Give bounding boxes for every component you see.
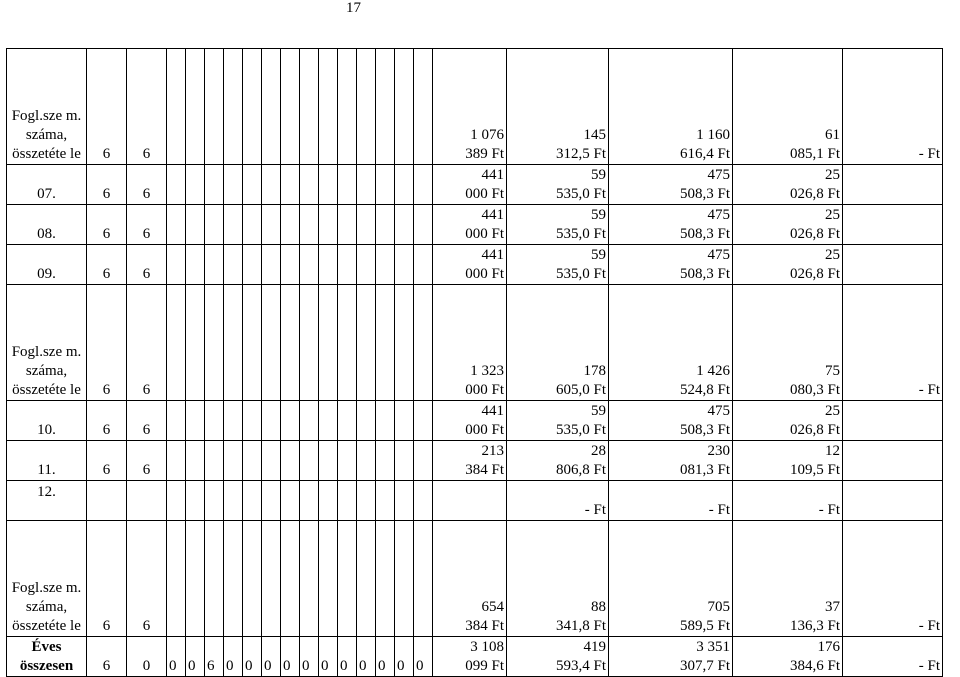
narrow-cell xyxy=(395,401,414,441)
narrow-cell xyxy=(414,49,433,165)
narrow-cell xyxy=(319,49,338,165)
narrow-cell xyxy=(300,285,319,401)
narrow-cell: 0 xyxy=(414,637,433,677)
narrow-cell xyxy=(414,165,433,205)
narrow-cell xyxy=(167,521,186,637)
count-cell: 0 xyxy=(127,637,167,677)
narrow-cell xyxy=(262,285,281,401)
narrow-cell xyxy=(395,521,414,637)
narrow-cell xyxy=(186,441,205,481)
count-cell: 6 xyxy=(127,285,167,401)
total-cell xyxy=(843,481,943,521)
count-cell: 6 xyxy=(127,205,167,245)
narrow-cell xyxy=(357,165,376,205)
amount-cell: 441 000 Ft xyxy=(433,205,507,245)
total-cell xyxy=(843,205,943,245)
narrow-cell xyxy=(224,401,243,441)
narrow-cell xyxy=(243,441,262,481)
amount-cell: 25 026,8 Ft xyxy=(733,165,843,205)
narrow-cell xyxy=(205,245,224,285)
narrow-cell xyxy=(338,165,357,205)
narrow-cell xyxy=(205,285,224,401)
narrow-cell xyxy=(205,205,224,245)
narrow-cell xyxy=(300,481,319,521)
total-cell xyxy=(843,165,943,205)
narrow-cell xyxy=(414,285,433,401)
amount-cell: 441 000 Ft xyxy=(433,165,507,205)
narrow-cell xyxy=(262,49,281,165)
amount-cell: 145 312,5 Ft xyxy=(507,49,609,165)
narrow-cell xyxy=(281,521,300,637)
amount-cell: 475 508,3 Ft xyxy=(609,245,733,285)
table-row xyxy=(7,441,943,481)
narrow-cell: 0 xyxy=(262,637,281,677)
row-label: 08. xyxy=(7,205,87,245)
narrow-cell: 0 xyxy=(395,637,414,677)
narrow-cell xyxy=(167,245,186,285)
amount-cell: 1 076 389 Ft xyxy=(433,49,507,165)
narrow-cell: 6 xyxy=(205,637,224,677)
narrow-cell xyxy=(357,285,376,401)
table-row xyxy=(7,521,943,637)
total-cell: - Ft xyxy=(843,285,943,401)
table-row xyxy=(7,637,943,677)
count-cell: 6 xyxy=(127,521,167,637)
narrow-cell xyxy=(395,245,414,285)
narrow-cell xyxy=(186,285,205,401)
row-label: 07. xyxy=(7,165,87,205)
narrow-cell xyxy=(300,441,319,481)
total-cell xyxy=(843,401,943,441)
total-cell: - Ft xyxy=(843,637,943,677)
count-cell: 6 xyxy=(127,441,167,481)
count-cell xyxy=(127,481,167,521)
count-cell: 6 xyxy=(87,637,127,677)
amount-cell: 59 535,0 Ft xyxy=(507,245,609,285)
amount-cell: 475 508,3 Ft xyxy=(609,401,733,441)
count-cell: 6 xyxy=(87,205,127,245)
narrow-cell xyxy=(338,285,357,401)
amount-cell: 88 341,8 Ft xyxy=(507,521,609,637)
narrow-cell: 0 xyxy=(281,637,300,677)
amount-cell: - Ft xyxy=(733,481,843,521)
narrow-cell xyxy=(319,245,338,285)
narrow-cell xyxy=(357,49,376,165)
amount-cell: 441 000 Ft xyxy=(433,245,507,285)
narrow-cell xyxy=(186,245,205,285)
amount-cell: 25 026,8 Ft xyxy=(733,401,843,441)
amount-cell: 213 384 Ft xyxy=(433,441,507,481)
narrow-cell xyxy=(186,49,205,165)
narrow-cell xyxy=(300,49,319,165)
amount-cell: 1 426 524,8 Ft xyxy=(609,285,733,401)
narrow-cell xyxy=(186,481,205,521)
amount-cell: 654 384 Ft xyxy=(433,521,507,637)
narrow-cell xyxy=(357,245,376,285)
narrow-cell xyxy=(357,401,376,441)
amount-cell: 75 080,3 Ft xyxy=(733,285,843,401)
amount-cell: - Ft xyxy=(507,481,609,521)
narrow-cell xyxy=(186,401,205,441)
narrow-cell: 0 xyxy=(376,637,395,677)
narrow-cell xyxy=(224,441,243,481)
narrow-cell: 0 xyxy=(338,637,357,677)
narrow-cell xyxy=(224,521,243,637)
narrow-cell xyxy=(319,205,338,245)
narrow-cell: 0 xyxy=(186,637,205,677)
count-cell: 6 xyxy=(127,245,167,285)
narrow-cell xyxy=(319,521,338,637)
narrow-cell xyxy=(300,205,319,245)
narrow-cell xyxy=(186,521,205,637)
row-label: 12. xyxy=(7,481,87,521)
narrow-cell xyxy=(414,521,433,637)
narrow-cell xyxy=(338,205,357,245)
narrow-cell xyxy=(243,205,262,245)
narrow-cell xyxy=(167,49,186,165)
narrow-cell xyxy=(262,401,281,441)
narrow-cell xyxy=(205,481,224,521)
narrow-cell xyxy=(357,481,376,521)
amount-cell: 59 535,0 Ft xyxy=(507,205,609,245)
amount-cell xyxy=(433,481,507,521)
narrow-cell xyxy=(376,481,395,521)
amount-cell: 25 026,8 Ft xyxy=(733,245,843,285)
amount-cell: 475 508,3 Ft xyxy=(609,205,733,245)
narrow-cell xyxy=(243,481,262,521)
narrow-cell: 0 xyxy=(300,637,319,677)
narrow-cell: 0 xyxy=(319,637,338,677)
count-cell xyxy=(87,481,127,521)
narrow-cell xyxy=(167,481,186,521)
count-cell: 6 xyxy=(87,285,127,401)
narrow-cell xyxy=(376,165,395,205)
count-cell: 6 xyxy=(87,245,127,285)
narrow-cell xyxy=(357,441,376,481)
amount-cell: 37 136,3 Ft xyxy=(733,521,843,637)
table-row xyxy=(7,165,943,205)
count-cell: 6 xyxy=(87,165,127,205)
narrow-cell xyxy=(243,521,262,637)
narrow-cell xyxy=(186,205,205,245)
page-number: 17 xyxy=(346,0,361,16)
narrow-cell xyxy=(376,245,395,285)
narrow-cell xyxy=(376,49,395,165)
narrow-cell xyxy=(395,165,414,205)
narrow-cell xyxy=(167,441,186,481)
narrow-cell: 0 xyxy=(357,637,376,677)
narrow-cell xyxy=(281,285,300,401)
row-label: 09. xyxy=(7,245,87,285)
count-cell: 6 xyxy=(87,49,127,165)
narrow-cell xyxy=(338,521,357,637)
amount-cell: 3 108 099 Ft xyxy=(433,637,507,677)
count-cell: 6 xyxy=(127,401,167,441)
narrow-cell xyxy=(338,481,357,521)
table-row xyxy=(7,401,943,441)
narrow-cell xyxy=(281,205,300,245)
narrow-cell xyxy=(319,441,338,481)
narrow-cell xyxy=(224,285,243,401)
narrow-cell xyxy=(262,245,281,285)
narrow-cell xyxy=(281,49,300,165)
narrow-cell xyxy=(224,205,243,245)
narrow-cell xyxy=(262,205,281,245)
amount-cell: 1 323 000 Ft xyxy=(433,285,507,401)
amount-cell: 1 160 616,4 Ft xyxy=(609,49,733,165)
count-cell: 6 xyxy=(127,165,167,205)
amount-cell: 59 535,0 Ft xyxy=(507,401,609,441)
table-row xyxy=(7,245,943,285)
narrow-cell xyxy=(281,245,300,285)
narrow-cell xyxy=(414,245,433,285)
narrow-cell xyxy=(414,481,433,521)
narrow-cell xyxy=(376,285,395,401)
narrow-cell xyxy=(376,521,395,637)
narrow-cell xyxy=(319,165,338,205)
narrow-cell xyxy=(281,481,300,521)
narrow-cell xyxy=(414,401,433,441)
row-label: Fogl.sze m. száma, összetéte le xyxy=(7,285,87,401)
narrow-cell xyxy=(338,245,357,285)
narrow-cell xyxy=(319,481,338,521)
narrow-cell xyxy=(395,481,414,521)
amount-cell: 25 026,8 Ft xyxy=(733,205,843,245)
row-label: 11. xyxy=(7,441,87,481)
narrow-cell xyxy=(357,521,376,637)
narrow-cell xyxy=(300,521,319,637)
narrow-cell xyxy=(205,441,224,481)
count-cell: 6 xyxy=(127,49,167,165)
narrow-cell xyxy=(205,49,224,165)
amount-cell: 176 384,6 Ft xyxy=(733,637,843,677)
narrow-cell xyxy=(224,49,243,165)
narrow-cell xyxy=(300,245,319,285)
table-row xyxy=(7,205,943,245)
narrow-cell xyxy=(319,401,338,441)
narrow-cell xyxy=(281,165,300,205)
narrow-cell xyxy=(376,441,395,481)
amount-cell: 3 351 307,7 Ft xyxy=(609,637,733,677)
row-label: Fogl.sze m. száma, összetéte le xyxy=(7,49,87,165)
amount-cell: 230 081,3 Ft xyxy=(609,441,733,481)
total-cell: - Ft xyxy=(843,521,943,637)
narrow-cell xyxy=(167,165,186,205)
amount-cell: - Ft xyxy=(609,481,733,521)
narrow-cell xyxy=(167,401,186,441)
narrow-cell xyxy=(338,441,357,481)
narrow-cell xyxy=(300,401,319,441)
row-label: Éves összesen xyxy=(7,637,87,677)
narrow-cell xyxy=(243,245,262,285)
narrow-cell xyxy=(414,205,433,245)
narrow-cell xyxy=(300,165,319,205)
narrow-cell xyxy=(338,401,357,441)
total-cell xyxy=(843,441,943,481)
total-cell xyxy=(843,245,943,285)
narrow-cell xyxy=(376,205,395,245)
count-cell: 6 xyxy=(87,401,127,441)
narrow-cell xyxy=(338,49,357,165)
narrow-cell xyxy=(224,481,243,521)
narrow-cell xyxy=(395,285,414,401)
narrow-cell xyxy=(224,165,243,205)
total-cell: - Ft xyxy=(843,49,943,165)
narrow-cell xyxy=(319,285,338,401)
table-row xyxy=(7,49,943,165)
narrow-cell xyxy=(186,165,205,205)
table-row xyxy=(7,285,943,401)
narrow-cell xyxy=(262,165,281,205)
narrow-cell xyxy=(414,441,433,481)
row-label: Fogl.sze m. száma, összetéte le xyxy=(7,521,87,637)
narrow-cell xyxy=(281,401,300,441)
table-row xyxy=(7,481,943,521)
amount-cell: 705 589,5 Ft xyxy=(609,521,733,637)
amount-cell: 12 109,5 Ft xyxy=(733,441,843,481)
narrow-cell xyxy=(243,401,262,441)
narrow-cell xyxy=(262,441,281,481)
narrow-cell xyxy=(395,49,414,165)
amount-cell: 59 535,0 Ft xyxy=(507,165,609,205)
narrow-cell xyxy=(243,165,262,205)
narrow-cell xyxy=(224,245,243,285)
row-label: 10. xyxy=(7,401,87,441)
narrow-cell xyxy=(167,205,186,245)
narrow-cell xyxy=(262,481,281,521)
narrow-cell xyxy=(281,441,300,481)
narrow-cell xyxy=(395,441,414,481)
amount-cell: 178 605,0 Ft xyxy=(507,285,609,401)
narrow-cell xyxy=(262,521,281,637)
narrow-cell xyxy=(243,285,262,401)
amount-cell: 441 000 Ft xyxy=(433,401,507,441)
narrow-cell: 0 xyxy=(224,637,243,677)
narrow-cell: 0 xyxy=(167,637,186,677)
narrow-cell xyxy=(395,205,414,245)
count-cell: 6 xyxy=(87,441,127,481)
count-cell: 6 xyxy=(87,521,127,637)
narrow-cell xyxy=(167,285,186,401)
narrow-cell: 0 xyxy=(243,637,262,677)
narrow-cell xyxy=(205,521,224,637)
amount-cell: 475 508,3 Ft xyxy=(609,165,733,205)
narrow-cell xyxy=(205,401,224,441)
narrow-cell xyxy=(376,401,395,441)
narrow-cell xyxy=(357,205,376,245)
amount-cell: 419 593,4 Ft xyxy=(507,637,609,677)
data-table xyxy=(6,48,943,677)
narrow-cell xyxy=(243,49,262,165)
narrow-cell xyxy=(205,165,224,205)
amount-cell: 61 085,1 Ft xyxy=(733,49,843,165)
amount-cell: 28 806,8 Ft xyxy=(507,441,609,481)
